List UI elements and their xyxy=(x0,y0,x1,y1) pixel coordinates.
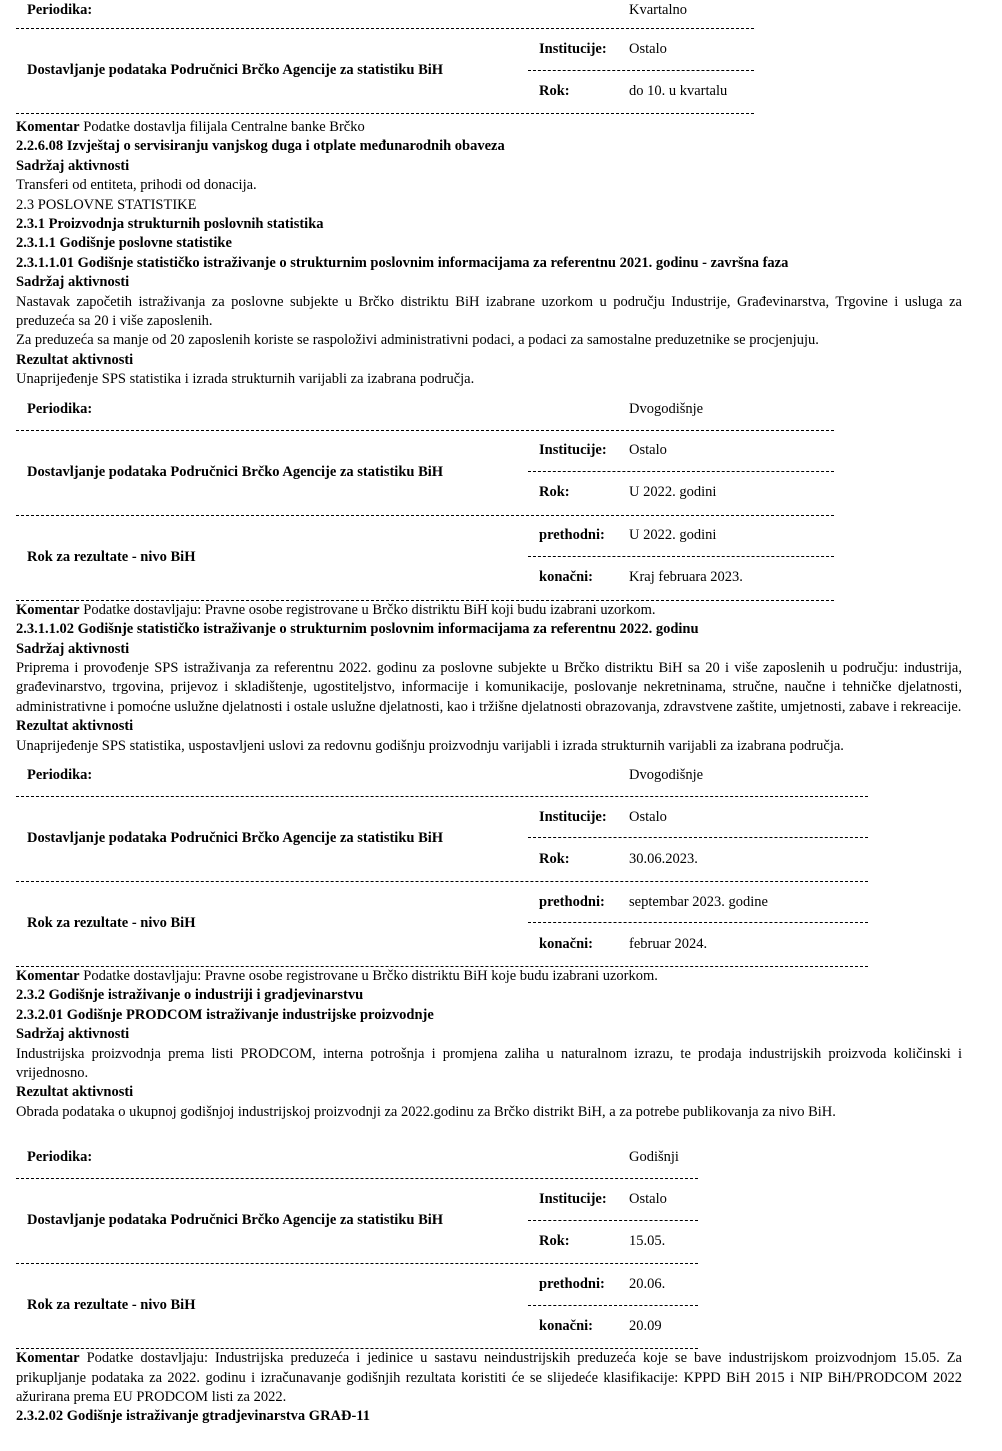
periodika-label: Periodika: xyxy=(27,400,93,417)
konacni-value: februar 2024. xyxy=(629,935,708,952)
rok-value: U 2022. godini xyxy=(629,484,717,501)
dostavljanje-label: Dostavljanje podataka Područnici Brčko Agencije za statistiku BiH xyxy=(27,62,444,79)
prethodni-value: septembar 2023. godine xyxy=(629,893,768,910)
schedule-table-1 xyxy=(16,0,754,114)
heading-2-3-1-1: 2.3.1.1 Godišnje poslovne statistike xyxy=(16,235,232,252)
institucije-value: Ostalo xyxy=(629,40,667,57)
rok-rezultati-label: Rok za rezultate - nivo BiH xyxy=(27,1297,196,1314)
prethodni-value: U 2022. godini xyxy=(629,527,717,544)
rok-value: 15.05. xyxy=(629,1232,666,1249)
rezultat-label-3: Rezultat aktivnosti xyxy=(16,718,134,735)
rezultat-label-2: Rezultat aktivnosti xyxy=(16,351,134,368)
periodika-value: Godišnji xyxy=(629,1149,679,1166)
rezultat-text-2: Unaprijeđenje SPS statistika i izrada strukturnih varijabli za izabrana područja. xyxy=(16,371,475,388)
sadrzaj-text-1: Transferi od entiteta, prihodi od donacija. xyxy=(16,177,257,194)
sadrzaj-label-3: Sadržaj aktivnosti xyxy=(16,640,130,657)
document-page xyxy=(16,0,962,1427)
heading-2-3-1-1-02: 2.3.1.1.02 Godišnje statističko istraživanje o strukturnim poslovnim informacijama za referentnu 2022. godinu xyxy=(16,621,699,638)
schedule-table-2 xyxy=(16,396,834,601)
periodika-label: Periodika: xyxy=(27,767,93,784)
rok-label: Rok: xyxy=(539,850,570,867)
rok-value: do 10. u kvartalu xyxy=(629,82,728,99)
konacni-label: konačni: xyxy=(539,935,593,952)
institucije-label: Institucije: xyxy=(539,442,607,459)
komentar-1: Komentar Podatke dostavlja filijala Centralne banke Brčko xyxy=(16,119,365,135)
rok-rezultati-label: Rok za rezultate - nivo BiH xyxy=(27,548,196,565)
heading-2-3-2-01: 2.3.2.01 Godišnje PRODCOM istraživanje industrijske proizvodnje xyxy=(16,1006,434,1023)
rezultat-text-3: Unaprijeđenje SPS statistika, uspostavljeni uslovi za redovnu godišnju proizvodnju varijabli i izrada strukturnih varijabli za izabrana područja. xyxy=(16,737,844,754)
prethodni-label: prethodni: xyxy=(539,893,605,910)
periodika-label: Periodika: xyxy=(27,2,93,19)
rezultat-text-4: Obrada podataka o ukupnoj godišnjoj industrijskoj proizvodnji za 2022.godinu za Brčko distrikt BiH, a za potrebe publikovanja za nivo BiH. xyxy=(16,1103,836,1120)
sadrzaj-text-3: Priprema i provođenje SPS istraživanja za referentnu 2022. godinu za poslovne subjekte u Brčko distriktu BiH sa 20 i više zaposlenih u području: industrija, građevinarstvo, trgovina, prijevoz i skladištenje, ugostiteljstvo, informacije i komunikacije, poslovanje nekretninama, stručne, naučne i tehničke djelatnosti, administrativne i pomoćne uslužne djelatnosti i ostale uslužne djelatnosti, kao i tržišne djelatnosti obrazovanja, zdravstvene zaštite, umjetnosti, zabave i rekreacije. xyxy=(16,659,962,715)
konacni-label: konačni: xyxy=(539,569,593,586)
periodika-value: Dvogodišnje xyxy=(629,400,704,417)
heading-2-3-1: 2.3.1 Proizvodnja strukturnih poslovnih statistika xyxy=(16,216,324,233)
schedule-table-4 xyxy=(16,1144,698,1349)
komentar-2: Komentar Podatke dostavljaju: Pravne osobe registrovane u Brčko distriktu BiH koji budu izabrani uzorkom. xyxy=(16,601,656,618)
rok-rezultati-label: Rok za rezultate - nivo BiH xyxy=(27,915,196,932)
sadrzaj-label-1: Sadržaj aktivnosti xyxy=(16,157,130,174)
rok-label: Rok: xyxy=(539,82,570,99)
institucije-value: Ostalo xyxy=(629,1190,667,1207)
institucije-label: Institucije: xyxy=(539,40,607,57)
prethodni-value: 20.06. xyxy=(629,1275,666,1292)
komentar-4: Komentar Podatke dostavljaju: Industrijska preduzeća i jedinice u sastavu neindustrijskih preduzeća koje se bave industrijskom proizvodnjom 15.05. Za prikupljanje podataka za 2022. godinu i izračunavanje godišnjih rezultata koristiti će se slijedeće klasifikacije: KPPD BiH 2015 i NIP BiH/PRODCOM 2022 ažurirana prema EU PRODCOM listi za 2022. xyxy=(16,1350,962,1405)
institucije-value: Ostalo xyxy=(629,442,667,459)
rok-label: Rok: xyxy=(539,484,570,501)
sadrzaj-label-2: Sadržaj aktivnosti xyxy=(16,274,130,291)
heading-2-2-6-08: 2.2.6.08 Izvještaj o servisiranju vanjskog duga i otplate međunarodnih obaveza xyxy=(16,138,505,155)
periodika-label: Periodika: xyxy=(27,1149,93,1166)
institucije-value: Ostalo xyxy=(629,808,667,825)
dostavljanje-label: Dostavljanje podataka Područnici Brčko Agencije za statistiku BiH xyxy=(27,1212,444,1229)
komentar-3: Komentar Podatke dostavljaju: Pravne osobe registrovane u Brčko distriktu BiH koje budu izabrani uzorkom. xyxy=(16,967,658,984)
prethodni-label: prethodni: xyxy=(539,527,605,544)
dostavljanje-label: Dostavljanje podataka Područnici Brčko Agencije za statistiku BiH xyxy=(27,463,444,480)
konacni-value: Kraj februara 2023. xyxy=(629,569,743,586)
rok-value: 30.06.2023. xyxy=(629,850,698,867)
konacni-label: konačni: xyxy=(539,1317,593,1334)
institucije-label: Institucije: xyxy=(539,1190,607,1207)
rezultat-label-4: Rezultat aktivnosti xyxy=(16,1084,134,1101)
konacni-value: 20.09 xyxy=(629,1317,662,1334)
rok-label: Rok: xyxy=(539,1232,570,1249)
sadrzaj-text-4: Industrijska proizvodnja prema listi PRODCOM, interna potrošnja i promjena zaliha u naturalnom izrazu, te prodaja industrijskih proizvoda količinski i vrijednosno. xyxy=(16,1045,962,1081)
dostavljanje-label: Dostavljanje podataka Područnici Brčko Agencije za statistiku BiH xyxy=(27,830,444,847)
heading-2-3-2-02: 2.3.2.02 Godišnje istraživanje gtradjevinarstva GRAĐ-11 xyxy=(16,1408,371,1425)
institucije-label: Institucije: xyxy=(539,808,607,825)
sadrzaj-text-2a: Nastavak započetih istraživanja za poslovne subjekte u Brčko distriktu BiH izabrane uzorkom u području Industrije, Građevinarstva, Trgovine i usluga za preduzeća sa 20 i više zaposlenih. xyxy=(16,293,962,330)
sadrzaj-label-4: Sadržaj aktivnosti xyxy=(16,1026,130,1043)
heading-2-3-2: 2.3.2 Godišnje istraživanje o industriji i gradjevinarstvu xyxy=(16,987,364,1004)
sadrzaj-text-2b: Za preduzeća sa manje od 20 zaposlenih koriste se raspoloživi administrativni podaci, a podaci za samostalne preduzetnike se procjenjuju. xyxy=(16,332,819,349)
heading-2-3-1-1-01: 2.3.1.1.01 Godišnje statističko istraživanje o strukturnim poslovnim informacijama za referentnu 2021. godinu - završna faza xyxy=(16,254,789,271)
prethodni-label: prethodni: xyxy=(539,1275,605,1292)
heading-2-3: 2.3 POSLOVNE STATISTIKE xyxy=(16,196,197,213)
periodika-value: Kvartalno xyxy=(629,2,687,19)
schedule-table-3 xyxy=(16,762,868,967)
periodika-value: Dvogodišnje xyxy=(629,767,704,784)
